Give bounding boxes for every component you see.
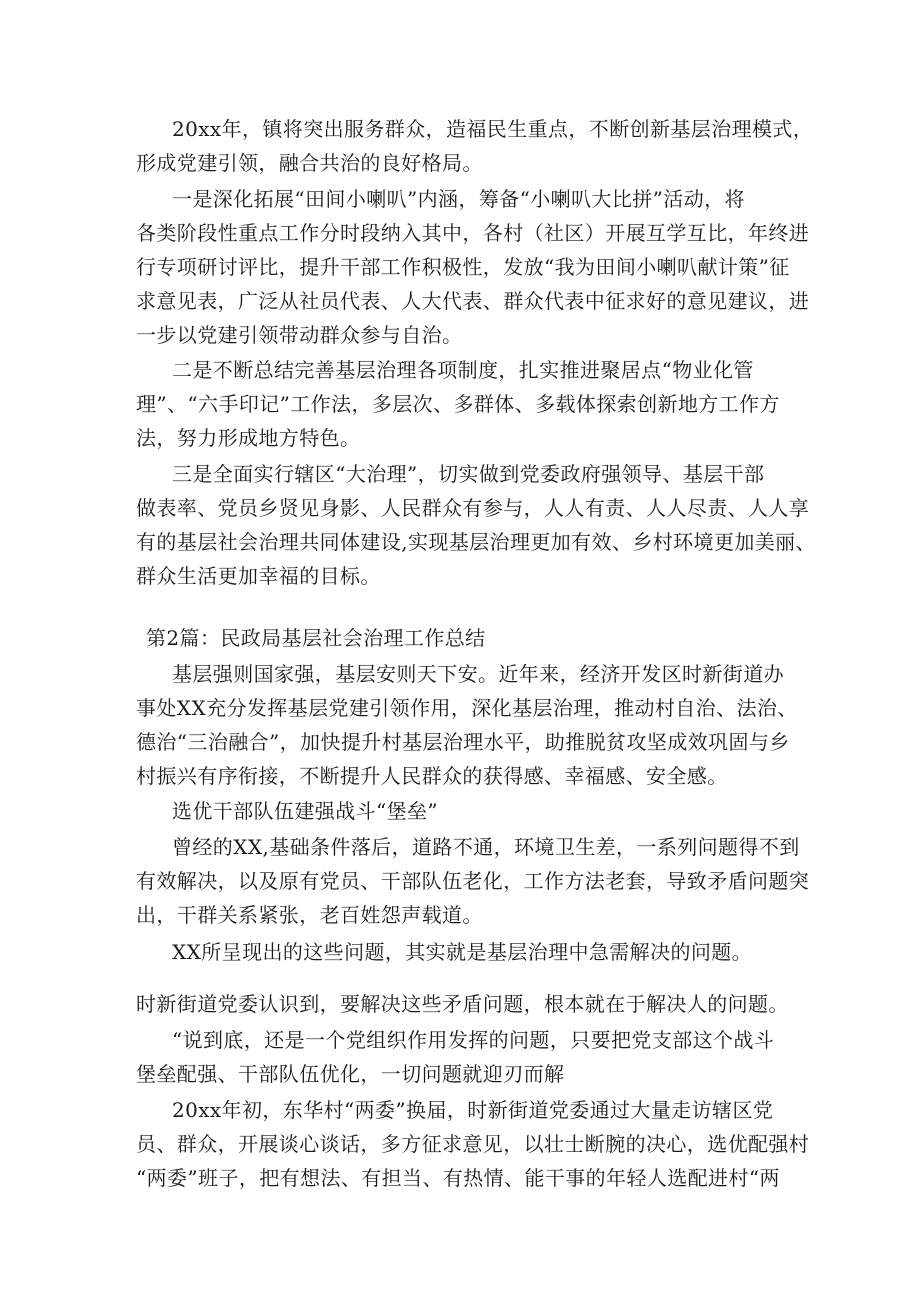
- text-line: 一步以党建引领带动群众参与自治。: [136, 323, 463, 347]
- text-line: 二是不断总结完善基层治理各项制度，扎实推进聚居点“物业化管: [172, 358, 754, 382]
- text-line: 曾经的XX,基础条件落后，道路不通，环境卫生差，一系列问题得不到: [172, 835, 800, 859]
- text-line: “说到底，还是一个党组织作用发挥的问题，只要把党支部这个战斗: [172, 1028, 775, 1052]
- text-line: 各类阶段性重点工作分时段纳入其中，各村（社区）开展互学互比，年终进: [136, 221, 810, 245]
- text-line: 堡垒配强、干部队伍优化，一切问题就迎刃而解: [136, 1062, 565, 1086]
- text-line: 法，努力形成地方特色。: [136, 426, 361, 450]
- text-line: 村振兴有序衔接，不断提升人民群众的获得感、幸福感、安全感。: [136, 764, 728, 788]
- text-line: 德治“三治融合”，加快提升村基层治理水平，助推脱贫攻坚成效巩固与乡: [136, 730, 790, 754]
- text-line: 出，干群关系紧张，老百姓怨声载道。: [136, 903, 483, 927]
- text-line: 20xx年初，东华村“两委”换届，时新街道党委通过大量走访辖区党: [172, 1098, 774, 1122]
- text-line: 三是全面实行辖区“大治理”，切实做到党委政府强领导、基层干部: [172, 462, 765, 486]
- text-line: 求意见表，广泛从社员代表、人大代表、群众代表中征求好的意见建议，进: [136, 289, 810, 313]
- text-line: 群众生活更加幸福的目标。: [136, 564, 381, 588]
- text-line: 行专项研讨评比，提升干部工作积极性，发放“我为田间小喇叭献计策”征: [136, 255, 790, 279]
- subheading: 选优干部队伍建强战斗“堡垒”: [172, 799, 439, 823]
- text-line: 做表率、党员乡贤见身影、人民群众有参与，人人有责、人人尽责、人人享: [136, 496, 810, 520]
- section-heading: 第2篇：民政局基层社会治理工作总结: [146, 626, 486, 650]
- text-line: 时新街道党委认识到，要解决这些矛盾问题，根本就在于解决人的问题。: [136, 992, 789, 1016]
- text-line: 基层强则国家强，基层安则天下安。近年来，经济开发区时新街道办: [172, 662, 784, 686]
- text-line: “两委”班子，把有想法、有担当、有热情、能干事的年轻人选配进村“两: [136, 1166, 780, 1190]
- text-line: 员、群众，开展谈心谈话，多方征求意见，以壮士断腕的决心，选优配强村: [136, 1132, 810, 1156]
- text-line: 有效解决，以及原有党员、干部队伍老化，工作方法老套，导致矛盾问题突: [136, 869, 810, 893]
- text-line: 有的基层社会治理共同体建设,实现基层治理更加有效、乡村环境更加美丽、: [136, 530, 816, 554]
- text-line: 事处XX充分发挥基层党建引领作用，深化基层治理，推动村自治、法治、: [136, 696, 798, 720]
- text-line: 20xx年，镇将突出服务群众，造福民生重点，不断创新基层治理模式，: [172, 117, 814, 141]
- text-line: XX所呈现出的这些问题，其实就是基层治理中急需解决的问题。: [172, 940, 753, 964]
- text-line: 理”、“六手印记”工作法，多层次、多群体、多载体探索创新地方工作方: [136, 392, 780, 416]
- text-line: 一是深化拓展“田间小喇叭”内涵，筹备“小喇叭大比拼”活动，将: [172, 187, 745, 211]
- text-line: 形成党建引领，融合共治的良好格局。: [136, 151, 483, 175]
